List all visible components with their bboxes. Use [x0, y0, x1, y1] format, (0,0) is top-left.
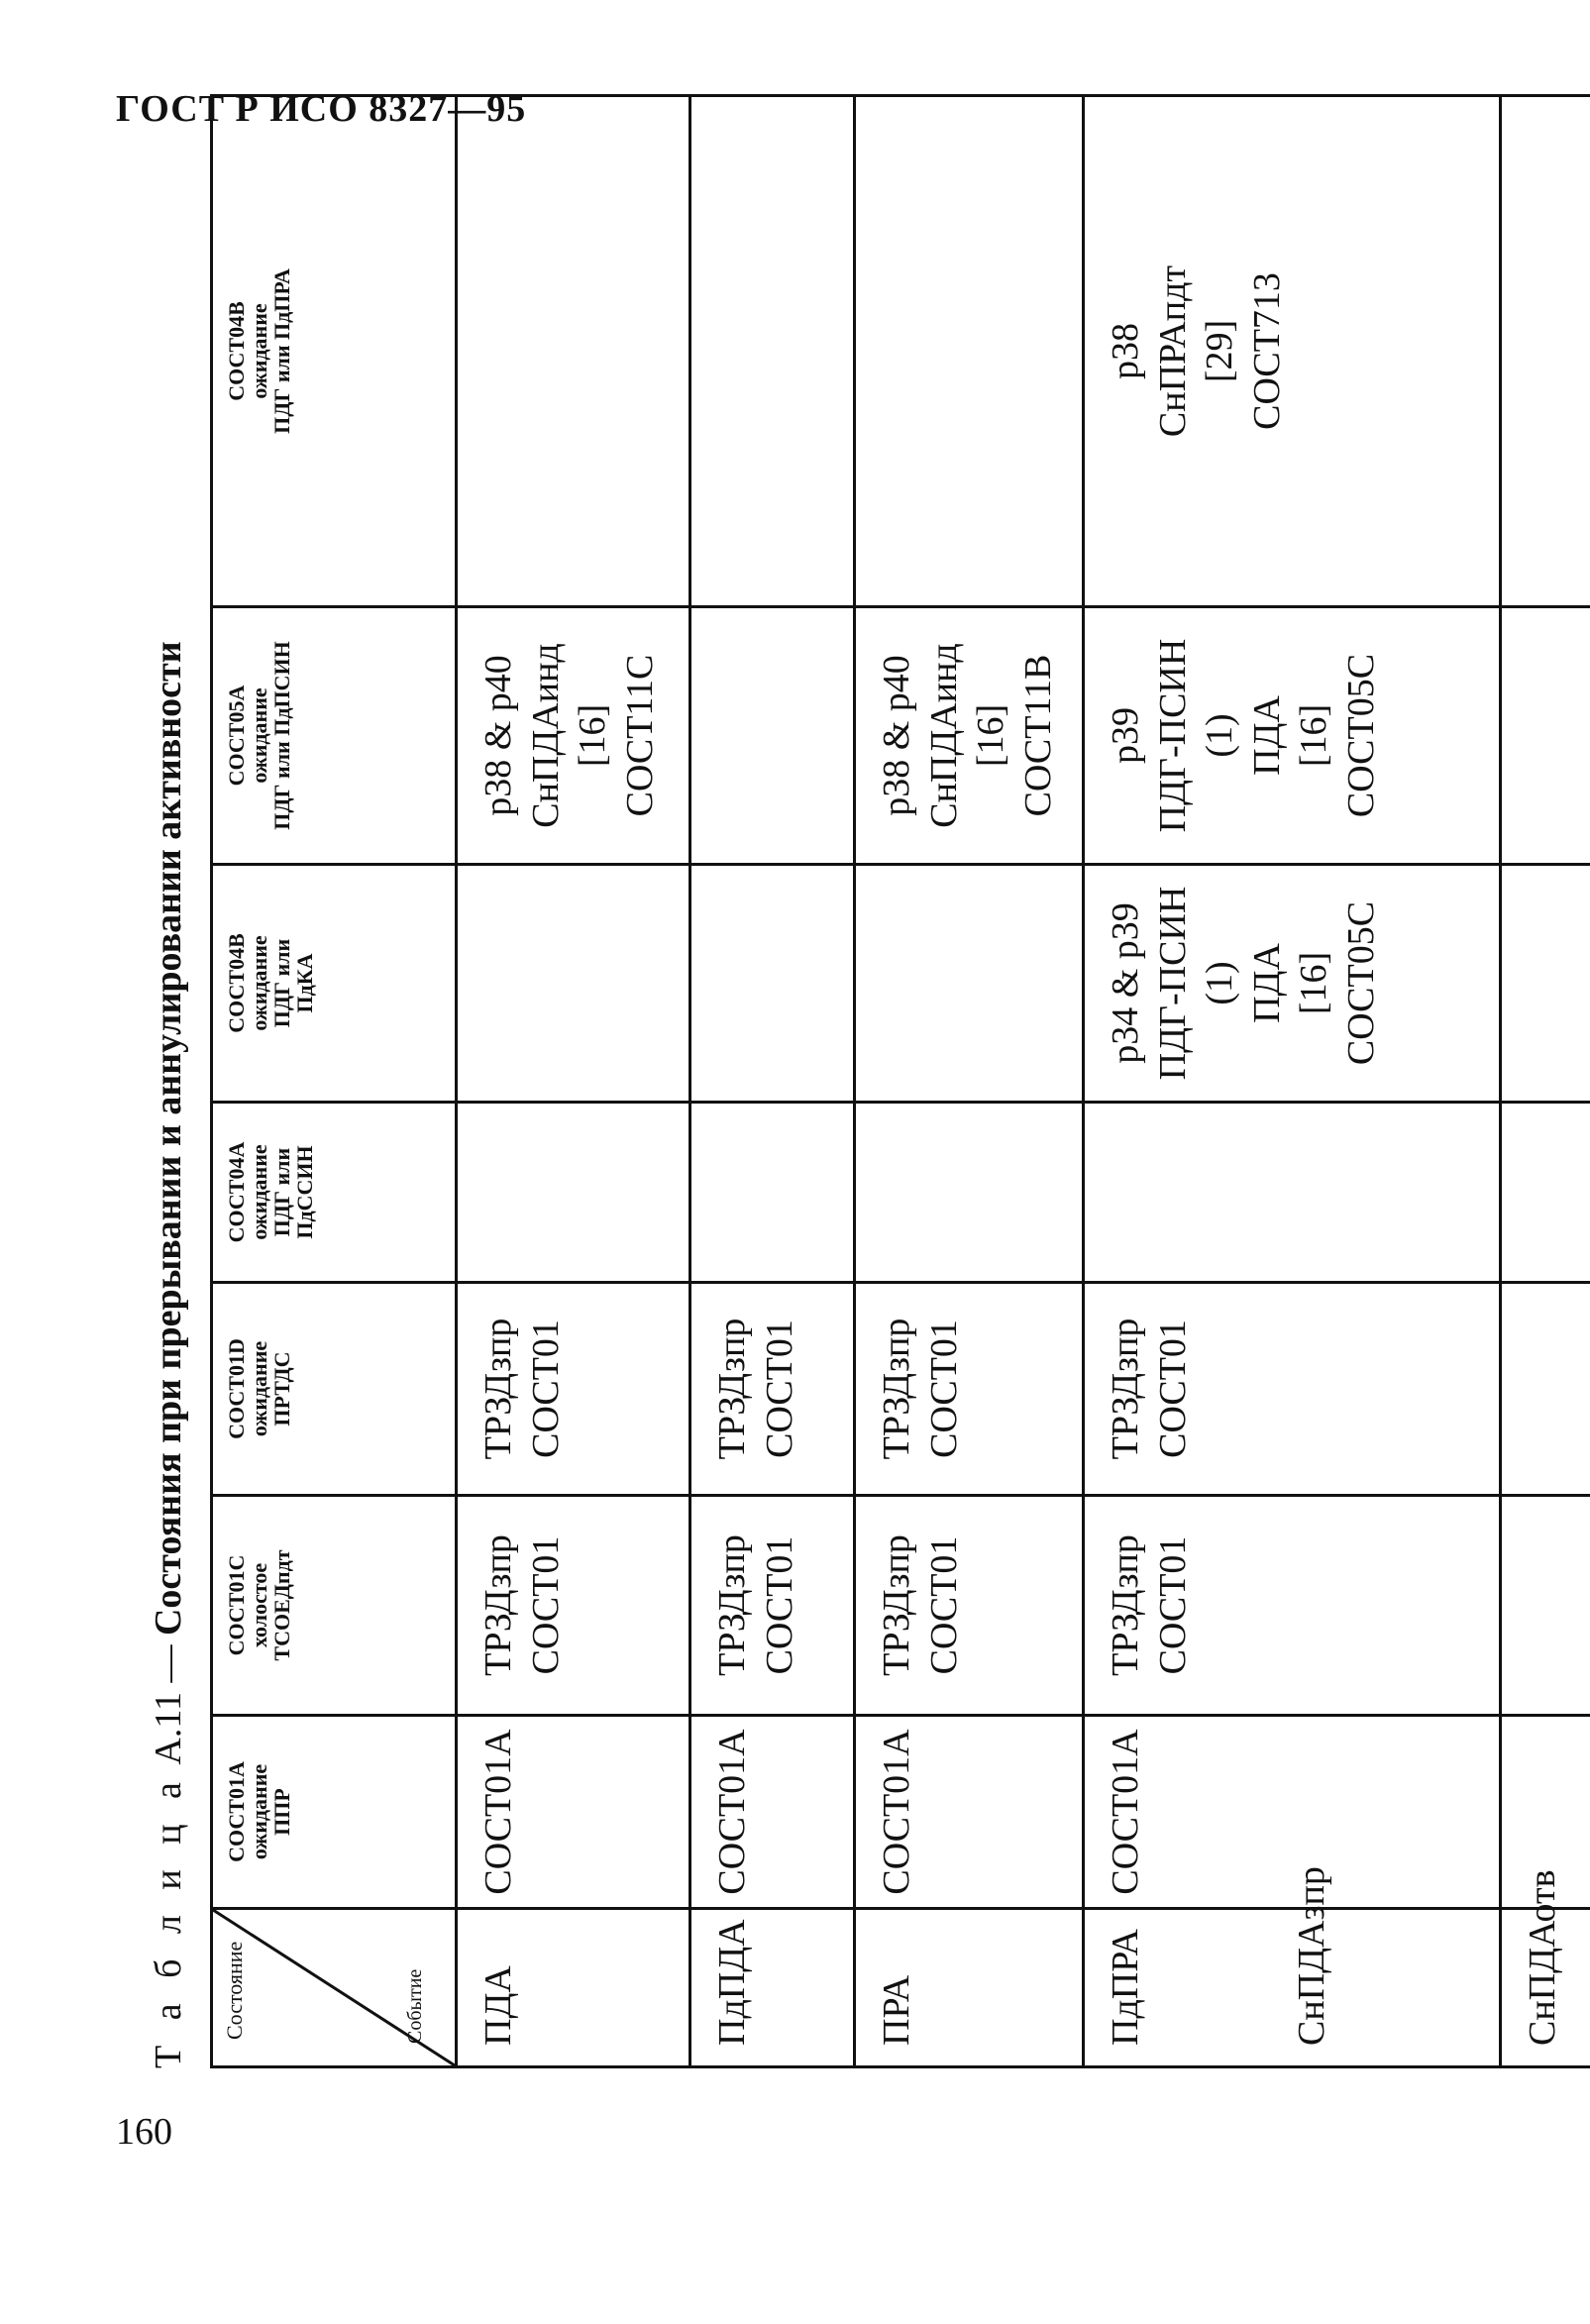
cell-line: р38	[1105, 323, 1146, 379]
cell-line: ТРЗДзпр	[876, 1318, 917, 1460]
state-cell	[690, 865, 855, 1103]
cell-line: ПДГ-ПСИН	[1151, 886, 1194, 1081]
cell-line: СОСТ01	[758, 1535, 800, 1675]
cell-line: [16]	[572, 703, 613, 768]
column-header	[212, 865, 457, 1103]
cell-line: СОСТ05С	[1339, 900, 1382, 1066]
state-cell	[690, 96, 855, 607]
cell-line: ПДГ-ПСИН	[1151, 638, 1194, 833]
column-header	[212, 607, 457, 865]
state-cell	[855, 1496, 1084, 1716]
event-cell	[457, 1909, 690, 2067]
cell-line: СОСТ01	[524, 1320, 567, 1458]
state-cell	[1084, 865, 1501, 1103]
state-cell	[1501, 1496, 1590, 1716]
cell-line: ТРЗДзпр	[1105, 1318, 1146, 1460]
state-cell	[457, 96, 690, 607]
table-row	[855, 96, 1084, 2067]
state-cell	[855, 1103, 1084, 1283]
col-code: СОСТ01D	[224, 1338, 249, 1439]
state-cell	[1084, 96, 1501, 607]
event-cell	[690, 1909, 855, 2067]
state-cell	[690, 1496, 855, 1716]
col-desc: ПДГ или ПдПСИН	[269, 641, 295, 830]
corner-cell	[212, 1909, 457, 2067]
event-label: СнПДАотв	[1522, 1869, 1563, 2046]
state-cell	[855, 1716, 1084, 1909]
event-cell	[1501, 1869, 1590, 2067]
state-cell	[457, 1716, 690, 1909]
col-desc: ПДГ или	[269, 1147, 295, 1237]
cell-line: СОСТ01	[758, 1320, 800, 1458]
cell-line: СнПДАинд	[922, 643, 965, 828]
cell-line: СОСТ01	[1151, 1535, 1194, 1675]
cell-line: р38 & р40	[876, 655, 917, 816]
cell-line: [29]	[1199, 319, 1240, 383]
cell-line: ТРЗДзпр	[477, 1534, 519, 1676]
state-cell	[457, 1496, 690, 1716]
state-cell	[690, 1283, 855, 1496]
col-desc: ожидание	[247, 303, 272, 399]
cell-line: [16]	[1293, 703, 1334, 768]
state-cell	[1501, 607, 1590, 865]
cell-line: СОСТ01	[1151, 1320, 1194, 1458]
state-cell	[457, 865, 690, 1103]
col-code: СОСТ04В	[224, 933, 249, 1033]
event-label: ПРА	[876, 1974, 917, 2046]
state-cell	[855, 1283, 1084, 1496]
cell-line: СнПРАпдт	[1151, 264, 1194, 438]
cell-line: СОСТ01	[922, 1535, 965, 1675]
cell-line: (1)	[1199, 961, 1240, 1005]
caption-dash: —	[148, 1636, 189, 1693]
corner-state-label: Состояние	[222, 1941, 247, 2040]
cell-line: СОСТ01	[524, 1535, 567, 1675]
cell-line: ТРЗДзпр	[1105, 1534, 1146, 1676]
state-cell	[690, 607, 855, 865]
cell-line: ТРЗДзпр	[711, 1318, 753, 1460]
col-desc: ожидание	[247, 935, 272, 1031]
event-label: ПДА	[477, 1965, 519, 2046]
cell-line: ПДА	[1245, 695, 1288, 776]
table-row	[1084, 96, 1501, 2067]
state-cell	[1084, 607, 1501, 865]
col-desc: ППР	[269, 1788, 295, 1836]
col-desc: ТСОЕДпдт	[269, 1549, 295, 1661]
corner-event-label: Событие	[404, 1968, 426, 2044]
col-desc: ПдКА	[292, 953, 318, 1013]
page-number: 160	[116, 2111, 172, 2153]
table-row	[457, 96, 690, 2067]
cell-line: СОСТ01А	[711, 1729, 753, 1895]
col-desc: ожидание	[247, 1340, 272, 1437]
column-header	[212, 1103, 457, 1283]
state-cell	[855, 96, 1084, 607]
event-cell	[1084, 1866, 1501, 2067]
col-desc: ПдССИН	[292, 1145, 318, 1239]
cell-line: ТРЗДзпр	[876, 1534, 917, 1676]
column-header	[212, 1283, 457, 1496]
col-code: СОСТ04А	[224, 1141, 249, 1243]
state-cell	[1084, 1283, 1501, 1496]
state-cell	[1501, 865, 1590, 1103]
caption-number: А.11	[148, 1692, 189, 1775]
cell-line: СОСТ05С	[1339, 653, 1382, 818]
col-code: СОСТ01С	[224, 1554, 249, 1656]
header-row	[212, 96, 457, 2067]
col-desc: ожидание	[247, 1144, 272, 1240]
col-desc: ПРТДС	[269, 1351, 295, 1426]
cell-line: [16]	[970, 703, 1011, 768]
state-cell	[690, 1103, 855, 1283]
table-caption	[129, 97, 208, 2068]
col-code: СОСТ05А	[224, 685, 249, 787]
cell-line: ТРЗДзпр	[711, 1534, 753, 1676]
cell-line: (1)	[1199, 713, 1240, 758]
col-desc: холостое	[247, 1562, 272, 1648]
state-cell	[1501, 96, 1590, 607]
caption-title: Состояния при прерывании и аннулировании активности	[148, 641, 189, 1637]
rotated-table-block	[129, 97, 1563, 2068]
col-desc: ПДГ или	[269, 938, 295, 1028]
state-cell	[457, 1283, 690, 1496]
cell-line: ПДА	[1245, 943, 1288, 1023]
event-cell	[855, 1909, 1084, 2067]
table-row	[690, 96, 855, 2067]
state-table	[210, 94, 1590, 2068]
cell-line: [16]	[1293, 951, 1334, 1015]
event-label: ПдПРА	[1105, 1929, 1146, 2046]
cell-line: ТРЗДзпр	[477, 1318, 519, 1460]
caption-prefix: Т а б л и ц а	[148, 1774, 189, 2068]
column-header	[212, 1496, 457, 1716]
cell-line: СОСТ01А	[876, 1729, 917, 1895]
cell-line: СОСТ11С	[618, 654, 661, 817]
state-cell	[1084, 1103, 1501, 1283]
event-label: СнПДАзпр	[1290, 1866, 1332, 2046]
state-cell	[855, 865, 1084, 1103]
col-desc: ожидание	[247, 1763, 272, 1860]
event-label: ПдПДА	[711, 1919, 753, 2046]
state-cell	[690, 1716, 855, 1909]
cell-line: р39	[1105, 707, 1146, 764]
cell-line: СОСТ01А	[477, 1729, 519, 1895]
cell-line: СОСТ01А	[1105, 1729, 1146, 1895]
column-header	[212, 96, 457, 607]
cell-line: р34 & р39	[1105, 902, 1146, 1064]
state-cell	[1501, 1283, 1590, 1496]
column-header	[212, 1716, 457, 1909]
state-cell	[855, 607, 1084, 865]
cell-line: СОСТ713	[1245, 272, 1288, 430]
cell-line: р38 & р40	[477, 655, 519, 816]
state-cell	[1501, 1103, 1590, 1283]
col-code: СОСТ04В	[224, 301, 249, 401]
col-desc: ожидание	[247, 687, 272, 784]
col-desc: ПДГ или ПдПРА	[269, 268, 295, 434]
cell-line: СОСТ01	[922, 1320, 965, 1458]
table-row	[1501, 96, 1590, 2067]
col-code: СОСТ01А	[224, 1761, 249, 1862]
cell-line: СнПДАинд	[524, 643, 567, 828]
state-cell	[457, 607, 690, 865]
table-body	[457, 96, 1590, 2067]
state-cell	[457, 1103, 690, 1283]
cell-line: СОСТ11В	[1016, 654, 1059, 817]
state-cell	[1084, 1496, 1501, 1716]
document-header: ГОСТ Р ИСО 8327—95	[116, 88, 527, 130]
